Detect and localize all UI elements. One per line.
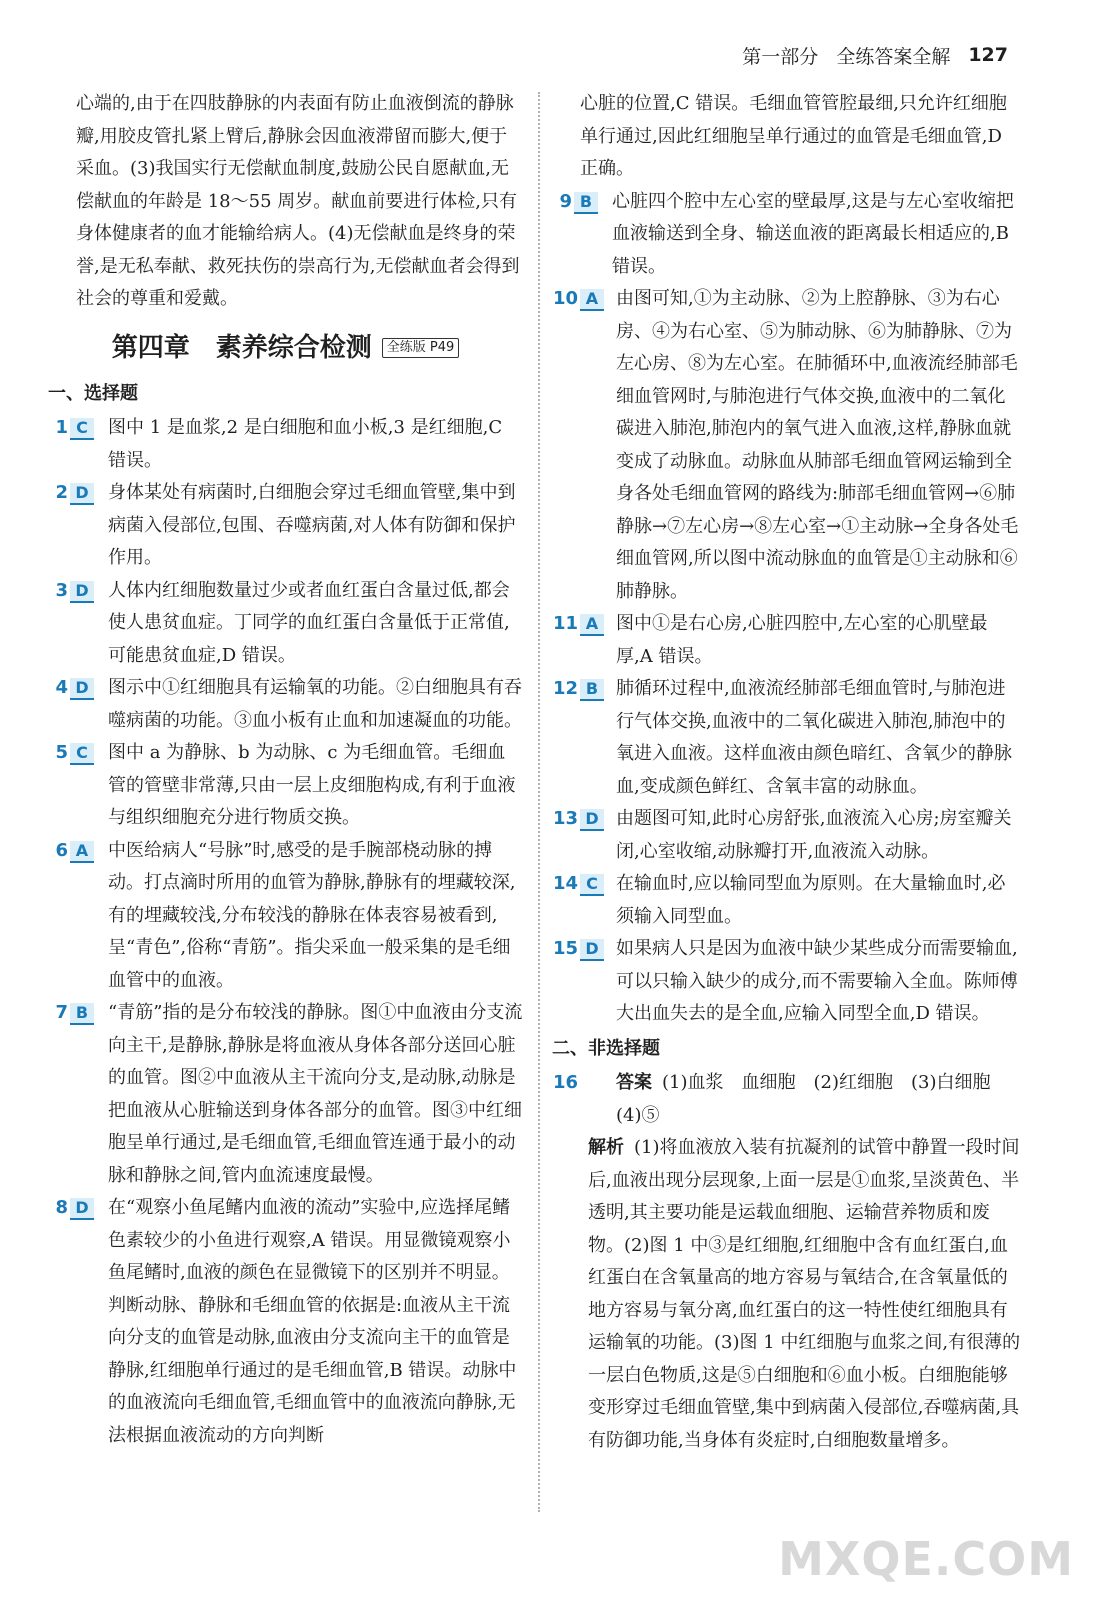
header-section: 第一部分	[742, 45, 819, 68]
answer-badge: D	[580, 809, 604, 831]
analysis-text: (1)将血液放入装有抗凝剂的试管中静置一段时间后,血液出现分层现象,上面一层是①血浆,呈淡黄色、半透明,其主要功能是运载血细胞、运输营养物质和废物。(2)图 1 中③是红细胞,红细胞中含有血红蛋白,血红蛋白在含氧量高的地方容易与氧结合,在含氧量低的地方容易与氧分离,血红蛋白的这一特性使红细胞具有运输氧的功能。(3)图 1 中红细胞与血浆之间,有很薄的一层白色物质,这是⑤白细胞和⑥血小板。白细胞能够变形穿过毛细血管壁,集中到病菌入侵部位,吞噬病菌,具有防御功能,当身体有炎症时,白细胞数量增多。	[588, 1137, 1021, 1451]
question-item: 9 B 心脏四个腔中左心室的壁最厚,这是与左心室收缩把血液输送到全身、输送血液的距离最长相适应的,B 错误。	[559, 190, 1014, 277]
answer-text: (1)血浆 血细胞 (2)红细胞 (3)白细胞 (4)⑤	[616, 1072, 1009, 1126]
question-item: 6 A 中医给病人“号脉”时,感受的是手腕部桡动脉的搏动。打点滴时所用的血管为静脉,静脉有的埋藏较深,有的埋藏较浅,分布较浅的静脉在体表容易被看到,呈“青色”,俗称“青筋”。指尖采血一般采集的是毛细血管中的血液。	[55, 839, 516, 991]
question-item: 4 D 图示中①红细胞具有运输氧的功能。②白细胞具有吞噬病菌的功能。③血小板有止血和加速凝血的功能。	[55, 677, 522, 731]
question-16: 16 答案 (1)血浆 血细胞 (2)红细胞 (3)白细胞 (4)⑤	[552, 1072, 1009, 1126]
chapter-heading	[48, 328, 523, 368]
answer-label: 答案	[616, 1072, 652, 1093]
analysis-label: 解析	[588, 1137, 624, 1158]
column-divider	[538, 92, 540, 1512]
chapter-title: 第四章 素养综合检测	[111, 332, 372, 363]
continued-text: 心脏的位置,C 错误。毛细血管管腔最细,只允许红细胞单行通过,因此红细胞呈单行通过的血管是毛细血管,D 正确。	[580, 93, 1007, 179]
left-column	[48, 88, 523, 1452]
question-item: 5 C 图中 a 为静脉、b 为动脉、c 为毛细血管。毛细血管的管壁非常薄,只由一层上皮细胞构成,有利于血液与组织细胞充分进行物质交换。	[55, 742, 516, 828]
answer-badge: A	[580, 614, 604, 636]
right-column	[552, 88, 1022, 1457]
page-number: 127	[968, 44, 1008, 66]
question-item: 10 A 由图可知,①为主动脉、②为上腔静脉、③为右心房、④为右心室、⑤为肺动脉、⑥为肺静脉、⑦为左心房、⑧为左心室。在肺循环中,血液流经肺部毛细血管网时,与肺泡进行气体交换,血液中的二氧化碳进入肺泡,肺泡内的氧气进入血液,这样,静脉血就变成了动脉血。动脉血从肺部毛细血管网运输到全身各处毛细血管网的路线为:肺部毛细血管网→⑥肺静脉→⑦左心房→⑧左心室→①主动脉→全身各处毛细血管网,所以图中流动脉血的血管是①主动脉和⑥肺静脉。	[552, 288, 1019, 602]
question-item: 2 D 身体某处有病菌时,白细胞会穿过毛细血管壁,集中到病菌入侵部位,包围、吞噬病菌,对人体有防御和保护作用。	[55, 482, 516, 568]
continued-text: 心端的,由于在四肢静脉的内表面有防止血液倒流的静脉瓣,用胶皮管扎紧上臂后,静脉会因血液滞留而膨大,便于采血。(3)我国实行无偿献血制度,鼓励公民自愿献血,无偿献血的年龄是 18～55 周岁。献血前要进行体检,只有身体健康者的血才能输给病人。(4)无偿献血是终身的荣誉,是无私奉献、救死扶伤的崇高行为,无偿献血者会得到社会的尊重和爱戴。	[76, 93, 520, 309]
answer-badge: A	[580, 289, 604, 311]
section-title: 二、非选择题	[552, 1037, 660, 1059]
analysis-block	[552, 1132, 1022, 1457]
answer-badge: B	[574, 192, 598, 214]
page-header	[742, 40, 1008, 70]
answer-badge: C	[580, 874, 604, 896]
watermark-logo: MXQE.COM	[778, 1532, 1074, 1586]
answer-badge: D	[70, 1198, 94, 1220]
header-book: 全练答案全解	[836, 45, 951, 68]
question-item: 7 B “青筋”指的是分布较浅的静脉。图①中血液由分支流向主干,是静脉,静脉是将血液从身体各部分送回心脏的血管。图②中血液从主干流向分支,是动脉,动脉是把血液从心脏输送到身体各部分的血管。图③中红细胞呈单行通过,是毛细血管,毛细血管连通于最小的动脉和静脉之间,管内血流速度最慢。	[55, 1002, 523, 1186]
question-item: 13 D 由题图可知,此时心房舒张,血液流入心房;房室瓣关闭,心室收缩,动脉瓣打开,血液流入动脉。	[552, 808, 1012, 862]
answer-badge: A	[70, 841, 94, 863]
answer-badge: D	[580, 939, 604, 961]
section-title: 一、选择题	[48, 382, 138, 404]
answer-badge: D	[70, 483, 94, 505]
question-item: 12 B 肺循环过程中,血液流经肺部毛细血管时,与肺泡进行气体交换,血液中的二氧化碳进入肺泡,肺泡中的氧进入血液。这样血液由颜色暗红、含氧少的静脉血,变成颜色鲜红、含氧丰富的动脉血。	[552, 678, 1012, 797]
answer-badge: B	[70, 1003, 94, 1025]
question-item: 3 D 人体内红细胞数量过少或者血红蛋白含量过低,都会使人患贫血症。丁同学的血红蛋白含量低于正常值,可能患贫血症,D 错误。	[55, 579, 510, 666]
question-item: 11 A 图中①是右心房,心脏四腔中,左心室的心肌壁最厚,A 错误。	[552, 613, 988, 667]
answer-badge: C	[70, 418, 94, 440]
answer-badge: D	[70, 581, 94, 603]
chapter-ref-badge: 全练版 P49	[382, 338, 460, 358]
answer-badge: C	[70, 743, 94, 765]
question-item: 15 D 如果病人只是因为血液中缺少某些成分而需要输血,可以只输入缺少的成分,而不需要输入全血。陈师傅大出血失去的是全血,应输入同型全血,D 错误。	[552, 938, 1018, 1024]
question-item: 8 D 在“观察小鱼尾鳍内血液的流动”实验中,应选择尾鳍色素较少的小鱼进行观察,A 错误。用显微镜观察小鱼尾鳍时,血液的颜色在显微镜下的区别并不明显。判断动脉、静脉和毛细血管的依据是:血液从主干流向分支的血管是动脉,血液由分支流向主干的血管是静脉,红细胞单行通过的是毛细血管,B 错误。动脉中的血液流向毛细血管,毛细血管中的血液流向静脉,无法根据血液流动的方向判断	[55, 1197, 517, 1446]
answer-badge: D	[70, 678, 94, 700]
answer-badge: B	[580, 679, 604, 701]
question-item: 1 C 图中 1 是血浆,2 是白细胞和血小板,3 是红细胞,C 错误。	[55, 417, 503, 471]
question-item: 14 C 在输血时,应以输同型血为原则。在大量输血时,必须输入同型血。	[552, 873, 1006, 927]
